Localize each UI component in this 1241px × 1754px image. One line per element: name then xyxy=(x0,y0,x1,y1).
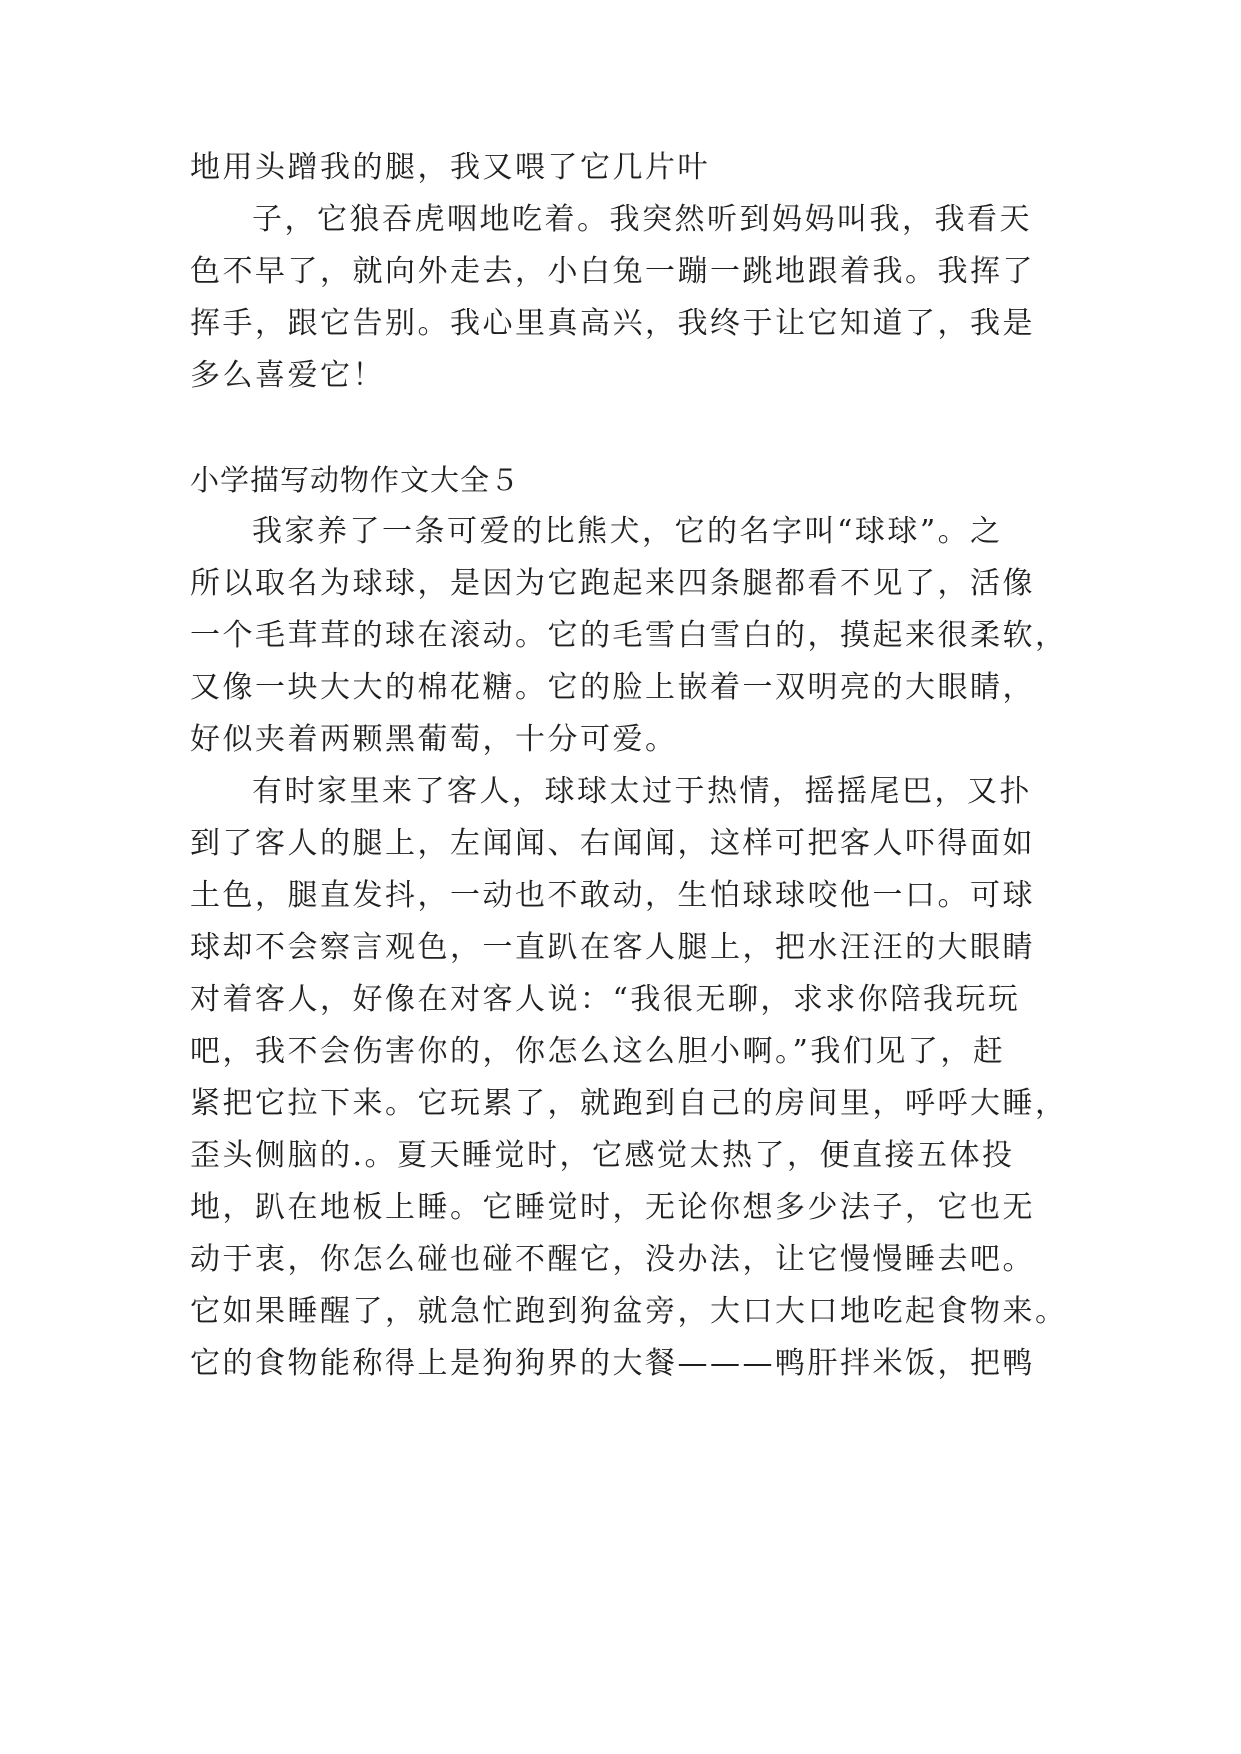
text-line: 一个毛茸茸的球在滚动。它的毛雪白雪白的，摸起来很柔软， xyxy=(190,618,1068,653)
text-line: 好似夹着两颗黑葡萄，十分可爱。 xyxy=(190,722,678,757)
text-line: 土色，腿直发抖，一动也不敢动，生怕球球咬他一口。可球 xyxy=(190,878,1035,913)
text-line: 色不早了，就向外走去，小白兔一蹦一跳地跟着我。我挥了 xyxy=(190,254,1035,289)
text-line: 它如果睡醒了，就急忙跑到狗盆旁，大口大口地吃起食物来。 xyxy=(190,1294,1068,1329)
text-line: 歪头侧脑的.。夏天睡觉时，它感觉太热了，便直接五体投 xyxy=(190,1138,1015,1173)
text-line: 子，它狼吞虎咽地吃着。我突然听到妈妈叫我，我看天 xyxy=(252,202,1032,237)
text-line: 我家养了一条可爱的比熊犬，它的名字叫“球球”。之 xyxy=(252,514,1003,549)
text-line: 它的食物能称得上是狗狗界的大餐———鸭肝拌米饭，把鸭 xyxy=(190,1346,1035,1381)
text-line: 紧把它拉下来。它玩累了，就跑到自己的房间里，呼呼大睡， xyxy=(190,1086,1068,1121)
text-line: 地用头蹭我的腿，我又喂了它几片叶 xyxy=(190,150,710,185)
text-line: 吧，我不会伤害你的，你怎么这么胆小啊。”我们见了，赶 xyxy=(190,1034,1006,1069)
text-line: 挥手，跟它告别。我心里真高兴，我终于让它知道了，我是 xyxy=(190,306,1035,341)
text-line: 球却不会察言观色，一直趴在客人腿上，把水汪汪的大眼睛 xyxy=(190,930,1035,965)
text-line: 动于衷，你怎么碰也碰不醒它，没办法，让它慢慢睡去吧。 xyxy=(190,1242,1035,1277)
section-title: 小学描写动物作文大全５ xyxy=(190,463,521,497)
text-line: 有时家里来了客人，球球太过于热情，摇摇尾巴，又扑 xyxy=(252,774,1032,809)
text-line: 所以取名为球球，是因为它跑起来四条腿都看不见了，活像 xyxy=(190,566,1035,601)
text-line: 到了客人的腿上，左闻闻、右闻闻，这样可把客人吓得面如 xyxy=(190,826,1035,861)
text-line: 地，趴在地板上睡。它睡觉时，无论你想多少法子，它也无 xyxy=(190,1190,1035,1225)
text-line: 对着客人，好像在对客人说：“我很无聊，求求你陪我玩玩 xyxy=(190,982,1021,1017)
text-line: 多么喜爱它！ xyxy=(190,358,385,393)
text-line: 又像一块大大的棉花糖。它的脸上嵌着一双明亮的大眼睛， xyxy=(190,670,1035,705)
